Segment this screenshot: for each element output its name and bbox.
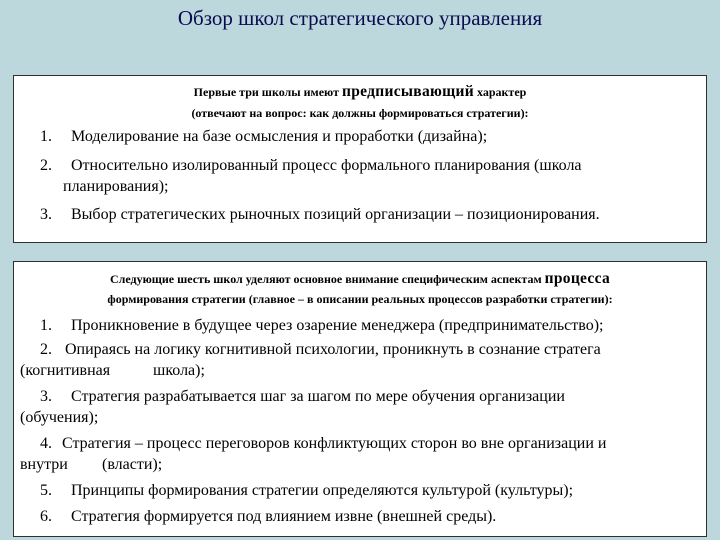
list-item-text: Принципы формирования стратегии определяются культурой (культуры); [71,482,574,499]
list-item-continuation: планирования); [63,178,169,195]
list-item [40,386,565,407]
list-item-number: 2. [40,157,52,174]
predictive-schools-box [13,75,707,243]
list-item-continuation-text: внутри [20,456,68,473]
list-item-text: Стратегия – процесс переговоров конфликтующих сторон во вне организации и [62,435,607,452]
block1-intro [14,81,706,124]
list-item-continuation [20,360,205,381]
block2-intro [14,269,706,309]
list-item-number: 2. [40,341,52,358]
list-item-continuation-end: (власти); [102,456,163,473]
list-item-number: 4. [40,435,52,452]
list-item-number: 6. [40,508,52,525]
block2-intro-line2: формирования стратегии (главное – в описании реальных процессов разработки стратегии): [107,292,613,306]
list-item [40,205,600,225]
block1-intro-line2: (отвечают на вопрос: как должны формироваться стратегии): [191,106,529,120]
block1-intro-line1 [14,81,706,103]
list-item-number: 1. [40,128,52,145]
list-item-text: Проникновение в будущее через озарение менеджера (предпринимательство); [71,317,604,334]
list-item-text: Стратегия разрабатывается шаг за шагом по мере обучения организации [71,388,565,405]
process-schools-box [13,261,707,537]
list-item [40,156,582,176]
block1-intro-text: Первые три школы имеют [193,85,342,99]
block1-intro-text-end: характер [474,85,527,99]
list-item-text: Опираясь на логику когнитивной психологии, проникнуть в сознание стратега [65,341,601,358]
list-item [40,480,573,501]
list-item-number: 3. [40,388,52,405]
block2-intro-line1 [14,269,706,289]
list-item-text: Относительно изолированный процесс формального планирования (школа [71,157,582,174]
list-item-continuation [20,454,162,475]
list-item-number: 1. [40,317,52,334]
block1-intro-emphasis: предписывающий [341,83,474,100]
list-item-continuation-end: школа); [153,362,205,379]
list-item-number: 5. [40,482,52,499]
list-item [40,433,606,454]
list-item-continuation-text: (когнитивная [20,362,111,379]
list-item [40,339,601,360]
block2-intro-text: Следующие шесть школ уделяют основное внимание специфическим аспектам [109,272,545,286]
list-item [40,315,604,336]
block2-intro-emphasis: процесса [544,270,611,287]
list-item-text: Моделирование на базе осмысления и проработки (дизайна); [71,128,488,145]
list-item-number: 3. [40,206,52,223]
list-item-text: Стратегия формируется под влиянием извне (внешней среды). [71,508,497,525]
list-item-text: Выбор стратегических рыночных позиций организации – позиционирования. [71,206,600,223]
list-item [40,127,487,147]
slide-title: Обзор школ стратегического управления [177,6,543,30]
list-item-continuation: (обучения); [20,409,99,426]
list-item [40,506,496,527]
